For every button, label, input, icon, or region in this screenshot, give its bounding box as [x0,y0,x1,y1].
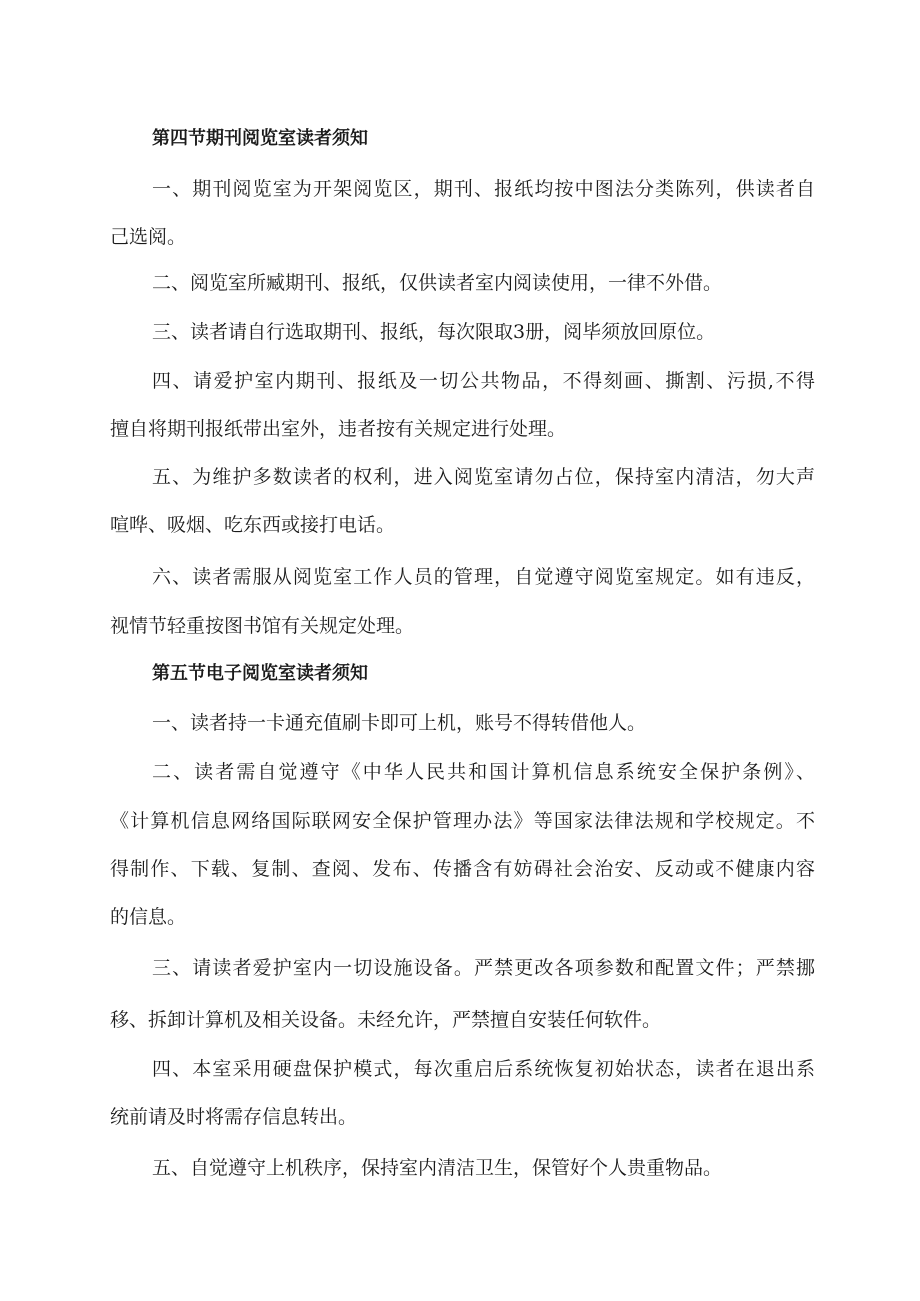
section-4-rule-6-line-2: 视情节轻重按图书馆有关规定处理。 [110,615,415,637]
section-4-rule-1-line-1: 一、期刊阅览室为开架阅览区，期刊、报纸均按中图法分类陈列，供读者自 [152,178,815,200]
section-5-rule-4-line-1: 四、本室采用硬盘保护模式，每次重启后系统恢复初始状态，读者在退出系 [152,1058,815,1080]
section-5-rule-4-line-2: 统前请及时将需存信息转出。 [110,1106,358,1128]
section-4-rule-5-line-2: 喧哗、吸烟、吃东西或接打电话。 [110,514,396,536]
section-4-rule-2: 二、阅览室所臧期刊、报纸，仅供读者室内阅读使用，一律不外借。 [152,272,723,294]
section-4-rule-3: 三、读者请自行选取期刊、报纸，每次限取3册，阅毕须放回原位。 [152,321,716,343]
section-4-rule-1-line-2: 己选阅。 [110,226,187,248]
section-5-rule-2-line-2: 《计算机信息网络国际联网安全保护管理办法》等国家法律法规和学校规定。不 [110,810,815,832]
section-5-rule-2-line-3: 得制作、下载、复制、查阅、发布、传播含有妨碍社会治安、反动或不健康内容 [110,858,815,880]
section-5-title: 第五节电子阅览室读者须知 [152,663,368,684]
section-4-title: 第四节期刊阅览室读者须知 [152,128,368,149]
section-4-rule-6-line-1: 六、读者需服从阅览室工作人员的管理，自觉遵守阅览室规定。如有违反， [152,566,815,588]
section-4-rule-4-line-1: 四、请爱护室内期刊、报纸及一切公共物品，不得刻画、撕割、污损,不得 [152,370,815,392]
section-5-rule-1: 一、读者持一卡通充值刷卡即可上机，账号不得转借他人。 [152,712,647,734]
section-5-rule-3-line-1: 三、请读者爱护室内一切设施设备。严禁更改各项参数和配置文件；严禁挪 [152,957,815,979]
section-5-rule-2-line-4: 的信息。 [110,906,187,928]
section-4-rule-4-line-2: 擅自将期刊报纸带出室外，违者按有关规定进行处理。 [110,418,567,440]
section-5-rule-3-line-2: 移、拆卸计算机及相关设备。未经允许，严禁擅自安装任何软件。 [110,1009,662,1031]
section-5-rule-5: 五、自觉遵守上机秩序，保持室内清洁卫生，保管好个人贵重物品。 [152,1157,723,1179]
section-5-rule-2-line-1: 二、读者需自觉遵守《中华人民共和国计算机信息系统安全保护条例》、 [152,761,815,783]
section-4-rule-5-line-1: 五、为维护多数读者的权利，进入阅览室请勿占位，保持室内清洁，勿大声 [152,466,815,488]
